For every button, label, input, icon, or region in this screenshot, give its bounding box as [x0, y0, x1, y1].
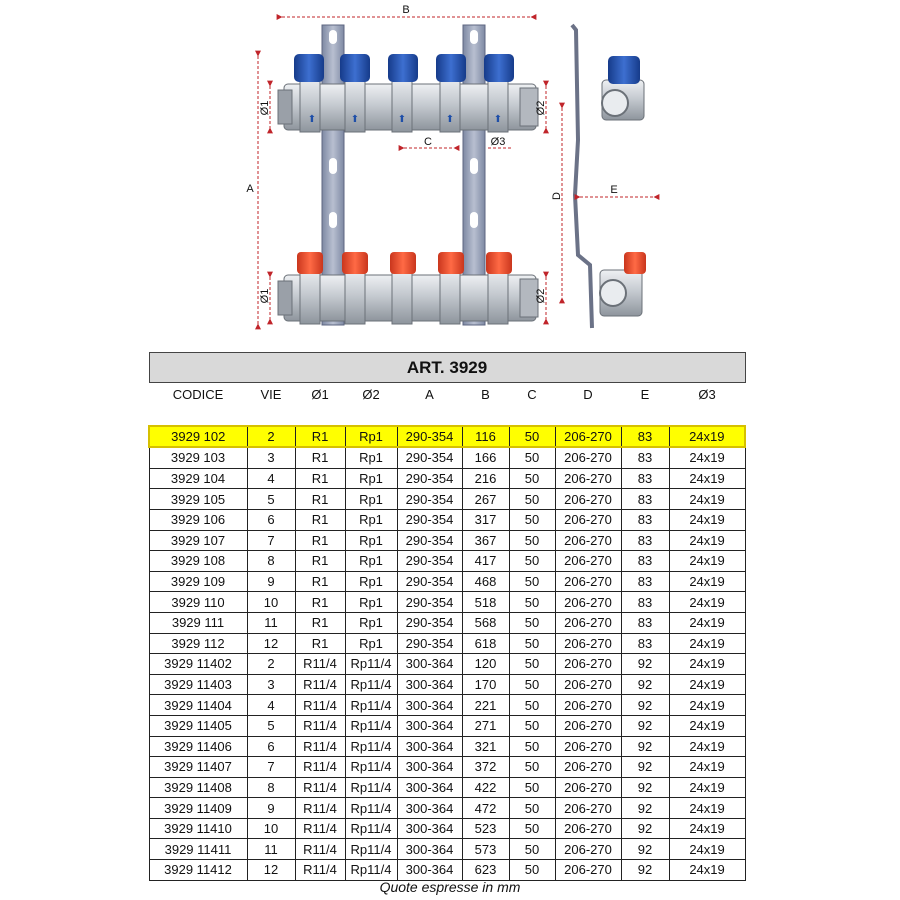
table-cell: 50 — [509, 674, 555, 695]
table-row — [149, 530, 745, 551]
svg-text:⬆: ⬆ — [307, 114, 317, 125]
table-cell: 92 — [621, 839, 669, 860]
table-cell: 8 — [247, 777, 295, 798]
table-cell: Rp1 — [345, 592, 397, 613]
table-cell: 120 — [462, 654, 509, 675]
table-cell: R11/4 — [295, 674, 345, 695]
table-cell: 8 — [247, 551, 295, 572]
table-row — [149, 715, 745, 736]
table-title: ART. 3929 — [149, 353, 745, 383]
table-cell: 367 — [462, 530, 509, 551]
table-cell: 300-364 — [397, 715, 462, 736]
table-body — [149, 426, 745, 881]
table-cell: 290-354 — [397, 489, 462, 510]
table-cell: 290-354 — [397, 509, 462, 530]
table-cell: R1 — [295, 426, 345, 448]
table-cell: 92 — [621, 798, 669, 819]
table-cell: 221 — [462, 695, 509, 716]
side-view — [572, 25, 646, 328]
table-cell: 50 — [509, 695, 555, 716]
red-cap-icon — [390, 252, 416, 274]
table-row — [149, 447, 745, 468]
table-cell: Rp1 — [345, 509, 397, 530]
blue-cap-icon — [484, 54, 514, 82]
table-cell: 92 — [621, 654, 669, 675]
table-cell: R11/4 — [295, 736, 345, 757]
table-cell: 24x19 — [669, 489, 745, 510]
table-row — [149, 468, 745, 489]
table-cell: R1 — [295, 551, 345, 572]
table-cell: 267 — [462, 489, 509, 510]
table-row — [149, 736, 745, 757]
table-cell: R11/4 — [295, 798, 345, 819]
dim-label-b: B — [402, 4, 410, 16]
table-cell: 24x19 — [669, 860, 745, 881]
table-cell: 50 — [509, 426, 555, 448]
blue-cap-icon — [608, 56, 640, 84]
table-cell: 300-364 — [397, 818, 462, 839]
table-cell: Rp1 — [345, 447, 397, 468]
table-cell: 300-364 — [397, 674, 462, 695]
table-cell: 92 — [621, 715, 669, 736]
table-cell: 372 — [462, 757, 509, 778]
svg-text:⬆: ⬆ — [350, 114, 360, 125]
table-cell: 300-364 — [397, 654, 462, 675]
table-cell: R1 — [295, 447, 345, 468]
table-cell: 3 — [247, 447, 295, 468]
table-cell: 300-364 — [397, 860, 462, 881]
table-cell: 83 — [621, 633, 669, 654]
table-cell: R1 — [295, 530, 345, 551]
table-cell: Rp11/4 — [345, 757, 397, 778]
table-cell: Rp11/4 — [345, 860, 397, 881]
table-cell: R1 — [295, 489, 345, 510]
table-cell: Rp1 — [345, 468, 397, 489]
table-cell: 417 — [462, 551, 509, 572]
dim-label-o2-top: Ø2 — [535, 100, 547, 116]
table-cell: R1 — [295, 509, 345, 530]
table-cell: 50 — [509, 592, 555, 613]
svg-text:⬆: ⬆ — [493, 114, 503, 125]
table-cell: 206-270 — [555, 674, 621, 695]
table-cell: 6 — [247, 509, 295, 530]
table-cell: 300-364 — [397, 695, 462, 716]
table-cell: 3929 11404 — [149, 695, 247, 716]
table-cell: 618 — [462, 633, 509, 654]
table-cell: 568 — [462, 612, 509, 633]
table-cell: 24x19 — [669, 592, 745, 613]
table-cell: R1 — [295, 612, 345, 633]
table-cell: 206-270 — [555, 509, 621, 530]
table-cell: 3929 104 — [149, 468, 247, 489]
table-cell: 206-270 — [555, 551, 621, 572]
table-cell: 3929 111 — [149, 612, 247, 633]
table-cell: 24x19 — [669, 757, 745, 778]
table-cell: 321 — [462, 736, 509, 757]
table-cell: 290-354 — [397, 447, 462, 468]
table-cell: 24x19 — [669, 736, 745, 757]
table-cell: 3929 11402 — [149, 654, 247, 675]
table-cell: 24x19 — [669, 715, 745, 736]
table-cell: 3929 110 — [149, 592, 247, 613]
table-cell: 206-270 — [555, 530, 621, 551]
table-cell: 10 — [247, 818, 295, 839]
table-cell: Rp1 — [345, 489, 397, 510]
table-cell: 24x19 — [669, 530, 745, 551]
table-cell: 4 — [247, 468, 295, 489]
table-cell: 24x19 — [669, 798, 745, 819]
table-cell: 206-270 — [555, 736, 621, 757]
table-cell: R1 — [295, 633, 345, 654]
table-cell: Rp11/4 — [345, 674, 397, 695]
table-cell: Rp11/4 — [345, 715, 397, 736]
table-cell: 50 — [509, 777, 555, 798]
dim-label-o1-bottom: Ø1 — [259, 288, 271, 304]
table-row — [149, 489, 745, 510]
table-cell: R11/4 — [295, 839, 345, 860]
table-cell: 24x19 — [669, 818, 745, 839]
column-header: A — [425, 386, 434, 402]
column-header: D — [583, 386, 593, 402]
column-header: Ø1 — [311, 386, 329, 402]
table-row — [149, 818, 745, 839]
red-cap-icon — [624, 252, 646, 274]
table-cell: 50 — [509, 736, 555, 757]
table-cell: 422 — [462, 777, 509, 798]
svg-text:⬆: ⬆ — [397, 114, 407, 125]
table-cell: 3929 106 — [149, 509, 247, 530]
table-cell: R11/4 — [295, 695, 345, 716]
table-cell: 518 — [462, 592, 509, 613]
table-cell: 3929 102 — [149, 426, 247, 448]
footnote: Quote espresse in mm — [379, 879, 521, 895]
table-cell: 206-270 — [555, 468, 621, 489]
blue-cap-icon — [294, 54, 324, 82]
table-cell: 206-270 — [555, 715, 621, 736]
table-cell: 206-270 — [555, 592, 621, 613]
table-header-row — [149, 383, 745, 406]
table-cell: 24x19 — [669, 571, 745, 592]
manifold-technical-drawing — [0, 0, 900, 340]
table-row — [149, 860, 745, 881]
table-cell: R1 — [295, 592, 345, 613]
column-header: Ø3 — [698, 386, 716, 402]
table-cell: 206-270 — [555, 798, 621, 819]
table-cell: 3929 11409 — [149, 798, 247, 819]
table-cell: Rp11/4 — [345, 695, 397, 716]
table-cell: 50 — [509, 468, 555, 489]
table-cell: 300-364 — [397, 798, 462, 819]
table-cell: 290-354 — [397, 530, 462, 551]
table-cell: 50 — [509, 818, 555, 839]
table-cell: 468 — [462, 571, 509, 592]
table-cell: Rp1 — [345, 551, 397, 572]
table-cell: 290-354 — [397, 612, 462, 633]
table-cell: Rp11/4 — [345, 654, 397, 675]
table-cell: 7 — [247, 757, 295, 778]
table-cell: 170 — [462, 674, 509, 695]
table-cell: Rp11/4 — [345, 839, 397, 860]
table-cell: 3929 11407 — [149, 757, 247, 778]
table-cell: 50 — [509, 633, 555, 654]
blue-cap-icon — [340, 54, 370, 82]
dim-label-o1-top: Ø1 — [259, 100, 271, 116]
table-cell: 3929 11405 — [149, 715, 247, 736]
table-cell: 116 — [462, 426, 509, 448]
table-cell: 24x19 — [669, 777, 745, 798]
table-cell: 300-364 — [397, 839, 462, 860]
table-row — [149, 509, 745, 530]
table-cell: 50 — [509, 798, 555, 819]
table-cell: Rp11/4 — [345, 818, 397, 839]
table-cell: 50 — [509, 757, 555, 778]
table-cell: 50 — [509, 530, 555, 551]
table-cell: R11/4 — [295, 654, 345, 675]
table-cell: 50 — [509, 509, 555, 530]
table-cell: 83 — [621, 592, 669, 613]
table-cell: 24x19 — [669, 839, 745, 860]
red-cap-icon — [486, 252, 512, 274]
table-row — [149, 695, 745, 716]
table-cell: 206-270 — [555, 654, 621, 675]
table-cell: 7 — [247, 530, 295, 551]
table-cell: 24x19 — [669, 551, 745, 572]
table-cell: 5 — [247, 715, 295, 736]
table-cell: 24x19 — [669, 674, 745, 695]
table-cell: 290-354 — [397, 468, 462, 489]
table-cell: 290-354 — [397, 571, 462, 592]
red-cap-icon — [297, 252, 323, 274]
table-cell: Rp11/4 — [345, 777, 397, 798]
table-cell: 11 — [247, 839, 295, 860]
table-cell: R1 — [295, 468, 345, 489]
table-cell: R11/4 — [295, 818, 345, 839]
table-cell: 83 — [621, 551, 669, 572]
table-cell: 92 — [621, 674, 669, 695]
table-cell: 3929 108 — [149, 551, 247, 572]
table-cell: Rp1 — [345, 571, 397, 592]
table-cell: 50 — [509, 571, 555, 592]
table-cell: 573 — [462, 839, 509, 860]
table-cell: 472 — [462, 798, 509, 819]
table-cell: 290-354 — [397, 551, 462, 572]
table-cell: 206-270 — [555, 612, 621, 633]
table-cell: 6 — [247, 736, 295, 757]
table-cell: 24x19 — [669, 447, 745, 468]
column-header: CODICE — [172, 386, 224, 402]
red-cap-icon — [342, 252, 368, 274]
dim-label-c: C — [424, 136, 432, 148]
table-cell: 206-270 — [555, 777, 621, 798]
table-cell: 300-364 — [397, 736, 462, 757]
table-cell: 290-354 — [397, 633, 462, 654]
table-cell: 92 — [621, 818, 669, 839]
table-cell: 12 — [247, 860, 295, 881]
table-row — [149, 633, 745, 654]
table-cell: 83 — [621, 426, 669, 448]
table-cell: 50 — [509, 489, 555, 510]
table-cell: 83 — [621, 571, 669, 592]
table-cell: 92 — [621, 736, 669, 757]
table-cell: 3929 11411 — [149, 839, 247, 860]
table-cell: 3929 11410 — [149, 818, 247, 839]
table-cell: 11 — [247, 612, 295, 633]
table-cell: R1 — [295, 571, 345, 592]
table-cell: 50 — [509, 447, 555, 468]
column-header: C — [527, 386, 537, 402]
table-cell: 3929 107 — [149, 530, 247, 551]
table-cell: R11/4 — [295, 715, 345, 736]
table-cell: 24x19 — [669, 612, 745, 633]
table-cell: 206-270 — [555, 818, 621, 839]
table-cell: 83 — [621, 509, 669, 530]
table-cell: 2 — [247, 426, 295, 448]
table-cell: 50 — [509, 654, 555, 675]
table-cell: 50 — [509, 860, 555, 881]
table-cell: Rp1 — [345, 612, 397, 633]
table-cell: 271 — [462, 715, 509, 736]
table-cell: 3929 109 — [149, 571, 247, 592]
table-cell: 290-354 — [397, 426, 462, 448]
table-cell: 50 — [509, 551, 555, 572]
blue-cap-icon — [436, 54, 466, 82]
table-cell: 206-270 — [555, 571, 621, 592]
table-cell: 24x19 — [669, 633, 745, 654]
table-row — [149, 654, 745, 675]
table-cell: 9 — [247, 571, 295, 592]
table-cell: 9 — [247, 798, 295, 819]
table-cell: 3929 11403 — [149, 674, 247, 695]
table-cell: 83 — [621, 447, 669, 468]
table-cell: 216 — [462, 468, 509, 489]
table-row — [149, 777, 745, 798]
table-cell: 206-270 — [555, 633, 621, 654]
table-cell: 623 — [462, 860, 509, 881]
table-cell: R11/4 — [295, 860, 345, 881]
dim-label-e: E — [610, 184, 618, 196]
table-cell: 24x19 — [669, 695, 745, 716]
table-cell: 300-364 — [397, 757, 462, 778]
table-cell: 24x19 — [669, 426, 745, 448]
column-header: B — [481, 386, 490, 402]
table-cell: 24x19 — [669, 468, 745, 489]
table-cell: 317 — [462, 509, 509, 530]
table-cell: 3 — [247, 674, 295, 695]
table-row — [149, 592, 745, 613]
table-cell: Rp1 — [345, 426, 397, 448]
table-cell: 92 — [621, 860, 669, 881]
table-cell: 83 — [621, 489, 669, 510]
table-cell: 50 — [509, 839, 555, 860]
table-cell: 206-270 — [555, 695, 621, 716]
table-cell: R11/4 — [295, 757, 345, 778]
table-row — [149, 839, 745, 860]
dim-label-o2-bottom: Ø2 — [535, 288, 547, 304]
column-header: VIE — [260, 386, 282, 402]
table-cell: 3929 103 — [149, 447, 247, 468]
table-cell: Rp1 — [345, 530, 397, 551]
table-row — [149, 551, 745, 572]
table-row — [149, 426, 745, 448]
dim-label-o3: Ø3 — [490, 136, 506, 148]
table-cell: 3929 105 — [149, 489, 247, 510]
table-cell: 5 — [247, 489, 295, 510]
svg-text:⬆: ⬆ — [445, 114, 455, 125]
table-cell: 206-270 — [555, 839, 621, 860]
table-cell: 2 — [247, 654, 295, 675]
table-cell: 24x19 — [669, 509, 745, 530]
red-cap-icon — [438, 252, 464, 274]
table-cell: 206-270 — [555, 860, 621, 881]
table-cell: R11/4 — [295, 777, 345, 798]
table-row — [149, 798, 745, 819]
table-cell: 50 — [509, 715, 555, 736]
table-cell: 83 — [621, 530, 669, 551]
table-cell: Rp11/4 — [345, 736, 397, 757]
table-cell: 290-354 — [397, 592, 462, 613]
table-cell: 206-270 — [555, 426, 621, 448]
table-cell: 523 — [462, 818, 509, 839]
table-cell: 206-270 — [555, 447, 621, 468]
table-cell: 3929 11412 — [149, 860, 247, 881]
table-cell: 4 — [247, 695, 295, 716]
table-cell: Rp11/4 — [345, 798, 397, 819]
table-cell: 3929 11406 — [149, 736, 247, 757]
table-cell: 10 — [247, 592, 295, 613]
table-cell: 300-364 — [397, 777, 462, 798]
table-cell: 83 — [621, 468, 669, 489]
table-row — [149, 674, 745, 695]
table-cell: 24x19 — [669, 654, 745, 675]
table-cell: 206-270 — [555, 489, 621, 510]
table-cell: 3929 11408 — [149, 777, 247, 798]
table-cell: 83 — [621, 612, 669, 633]
dim-label-a: A — [246, 183, 254, 195]
column-header: E — [640, 386, 650, 402]
table-cell: 92 — [621, 777, 669, 798]
table-cell: 206-270 — [555, 757, 621, 778]
dim-label-d: D — [551, 192, 563, 200]
table-row — [149, 571, 745, 592]
table-cell: 92 — [621, 695, 669, 716]
table-cell: 166 — [462, 447, 509, 468]
blue-cap-icon — [388, 54, 418, 82]
table-row — [149, 612, 745, 633]
column-header: Ø2 — [362, 386, 380, 402]
table-cell: 50 — [509, 612, 555, 633]
table-cell: 3929 112 — [149, 633, 247, 654]
table-cell: Rp1 — [345, 633, 397, 654]
table-cell: 12 — [247, 633, 295, 654]
table-cell: 92 — [621, 757, 669, 778]
spec-table — [148, 352, 746, 881]
table-row — [149, 757, 745, 778]
